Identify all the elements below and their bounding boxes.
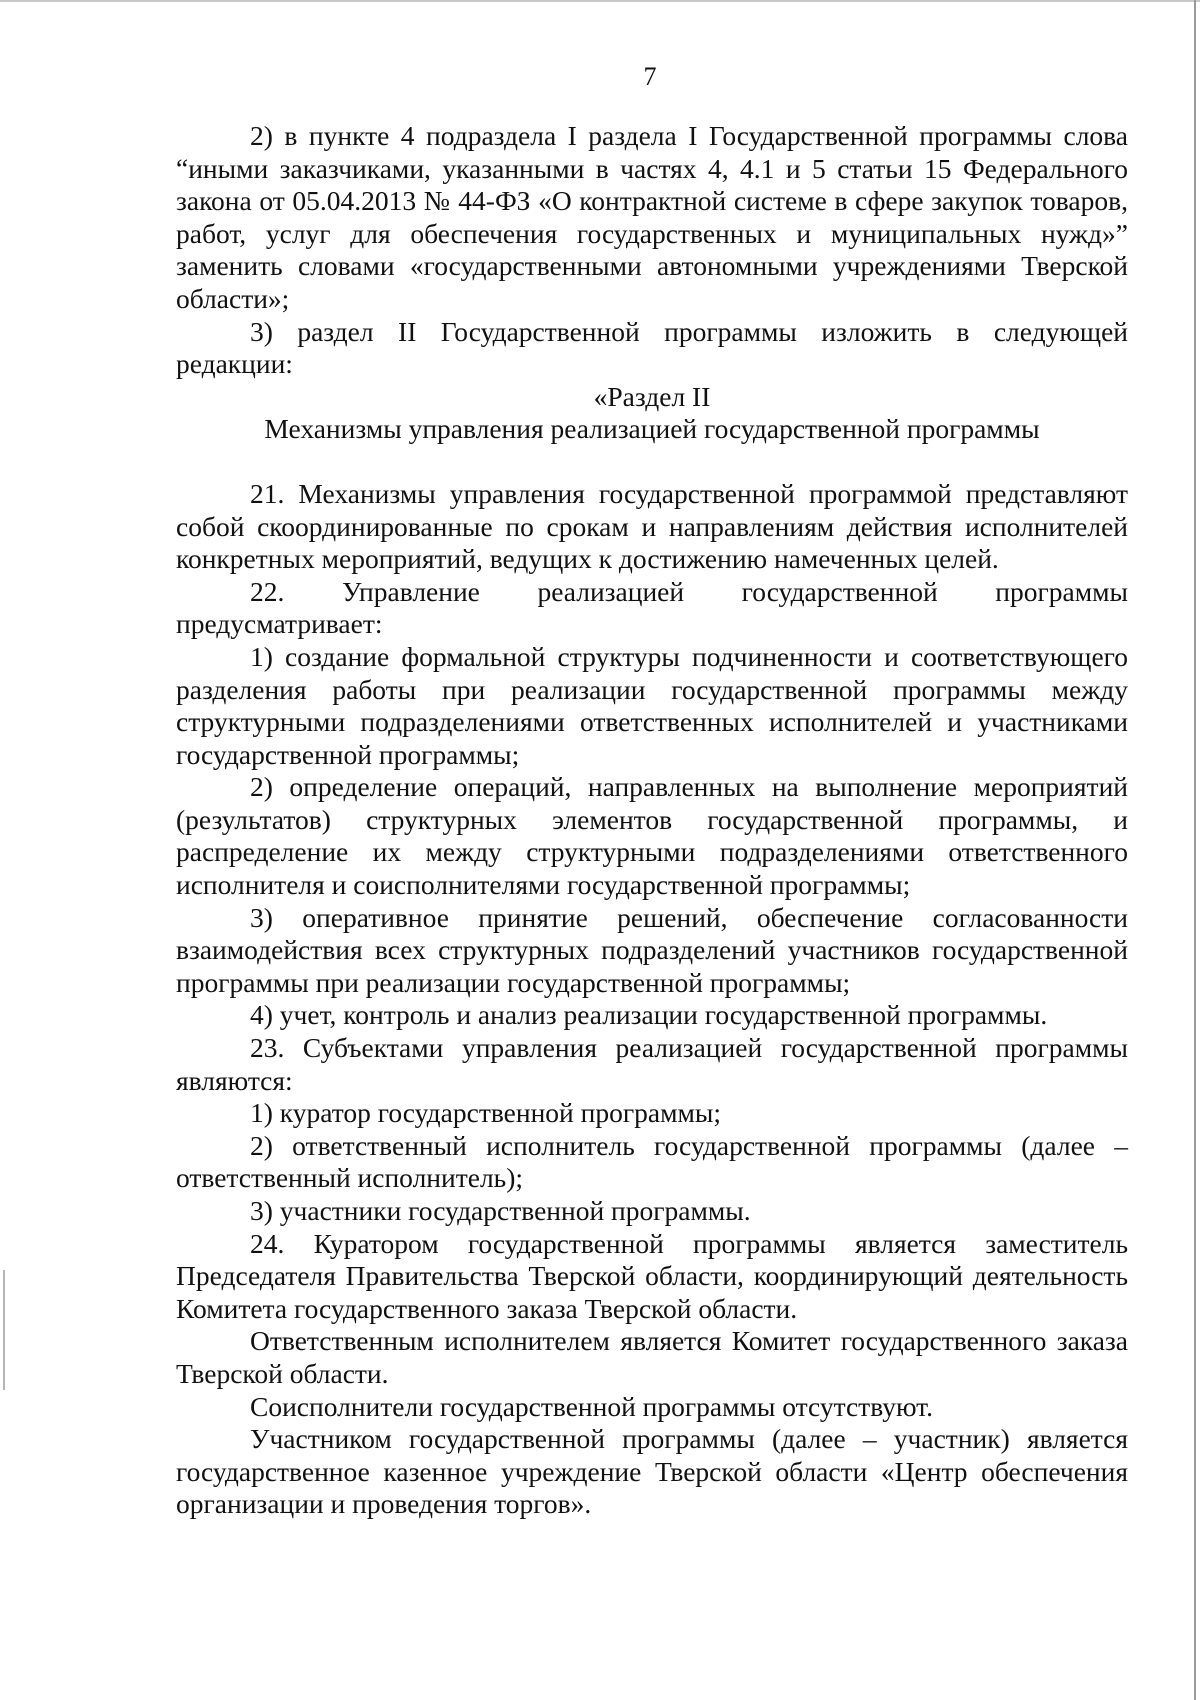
paragraph-24-co-executors: Соисполнители государственной программы отсутствуют. xyxy=(250,1390,934,1422)
paragraph-23-item-3: 3) участники государственной программы. xyxy=(250,1195,751,1226)
paragraph-item-3: 3) раздел II Государственной программы изложить в следующей редакции: xyxy=(176,315,1128,380)
paragraph-22-item-3: 3) оперативное принятие решений, обеспечение согласованности взаимодействия всех структурных подразделений участников государственной программы при реализации государственной программы; xyxy=(176,901,1128,998)
paragraph-23: 23. Субъектами управления реализацией государственной программы являются: xyxy=(176,1032,1128,1096)
paragraph-24-participant: Участником государственной программы (далее – участник) является государственное казенное учреждение Тверской области «Центр обеспечения организации и проведения торгов». xyxy=(176,1423,1128,1520)
scan-edge-top xyxy=(0,0,1200,2)
paragraph-22-item-4: 4) учет, контроль и анализ реализации государственной программы. xyxy=(250,999,1048,1031)
page-number: 7 xyxy=(643,62,657,91)
document-body xyxy=(176,120,1128,1521)
scan-edge-left xyxy=(3,1270,5,1390)
scan-edge-right xyxy=(1194,0,1196,1700)
paragraph-22: 22. Управление реализацией государственной программы предусматривает: xyxy=(176,575,1128,640)
section-title: Механизмы управления реализацией государственной программы xyxy=(264,413,1040,445)
paragraph-24-responsible: Ответственным исполнителем является Комитет государственного заказа Тверской области. xyxy=(176,1325,1128,1389)
paragraph-item-2: 2) в пункте 4 подраздела I раздела I Государственной программы слова “иными заказчиками, указанными в частях 4, 4.1 и 5 статьи 15 Федерального закона от 05.04.2013 № 44-ФЗ «О контрактной системе в сфере закупок товаров, работ, услуг для обеспечения государственных и муниципальных нужд»” заменить словами «государственными автономными учреждениями Тверской области»; xyxy=(176,120,1128,314)
paragraph-21: 21. Механизмы управления государственной программой представляют собой скоординированные по срокам и направлениям действия исполнителей конкретных мероприятий, ведущих к достижению намеченных целей. xyxy=(176,477,1128,575)
blank-line xyxy=(176,446,1128,478)
paragraph-23-item-1: 1) куратор государственной программы; xyxy=(250,1097,722,1129)
section-heading: «Раздел II xyxy=(593,380,711,412)
paragraph-22-item-1: 1) создание формальной структуры подчиненности и соответствующего разделения работы при реализации государственной программы между структурными подразделениями ответственных исполнителей и участниками государственной программы; xyxy=(176,640,1128,770)
paragraph-22-item-2: 2) определение операций, направленных на выполнение мероприятий (результатов) структурных элементов государственной программы, и распределение их между структурными подразделениями ответственного исполнителя и соисполнителями государственной программы; xyxy=(176,771,1128,901)
paragraph-24: 24. Куратором государственной программы является заместитель Председателя Правительства Тверской области, координирующий деятельность Комитета государственного заказа Тверской области. xyxy=(176,1227,1128,1324)
paragraph-23-item-2: 2) ответственный исполнитель государственной программы (далее – ответственный исполнитель); xyxy=(176,1129,1128,1194)
